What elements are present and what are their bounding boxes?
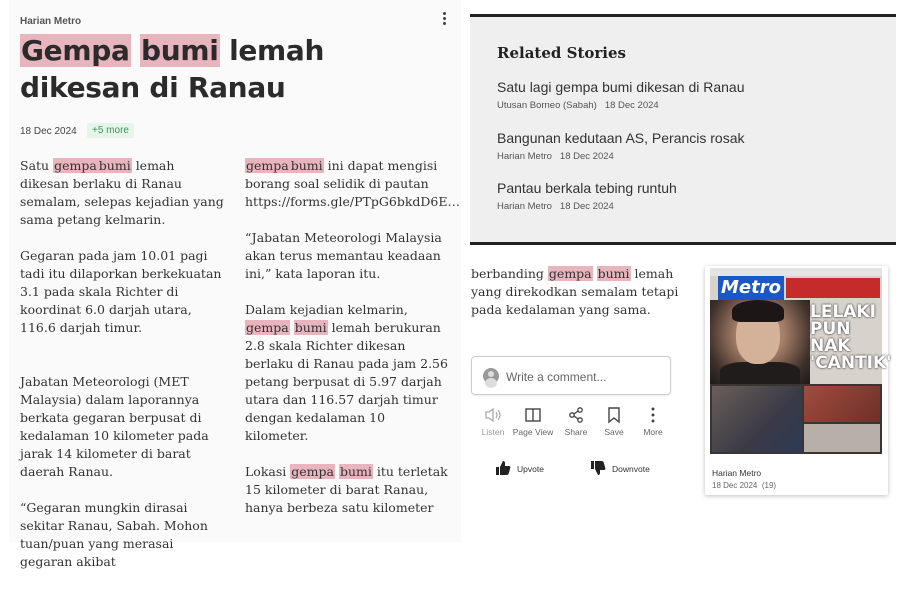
related-story-meta: Utusan Borneo (Sabah) 18 Dec 2024 bbox=[497, 100, 659, 111]
more-sources-badge[interactable]: +5 more bbox=[87, 123, 134, 138]
cover-bottom-photos bbox=[710, 384, 882, 454]
comment-placeholder: Write a comment... bbox=[506, 370, 607, 384]
cover-banner bbox=[786, 278, 880, 298]
paragraph: Satu gempa bumi lemah dikesan berlaku di Ranau semalam, selepas kejadian yang sama petang kelmarin. bbox=[20, 158, 224, 227]
highlight-term: bumi bbox=[339, 464, 372, 479]
highlight-term: bumi bbox=[294, 320, 327, 335]
more-button[interactable] bbox=[631, 407, 675, 437]
headline bbox=[20, 32, 440, 106]
article-date: 18 Dec 2024 bbox=[20, 126, 77, 137]
more-vertical-icon bbox=[644, 407, 662, 423]
upvote-label: Upvote bbox=[517, 464, 544, 474]
highlight-term: Gempa bbox=[21, 34, 130, 67]
listen-label: Listen bbox=[481, 427, 505, 437]
comment-input[interactable] bbox=[471, 356, 671, 395]
article-actions bbox=[471, 407, 671, 443]
paragraph: Gegaran pada jam 10.01 pagi tadi itu dilaporkan berkekuatan 3.1 pada skala Richter di koordinat 6.0 darjah utara, 116.6 darjah timur. bbox=[20, 248, 222, 335]
headline-text: lemah dikesan di Ranau bbox=[20, 34, 325, 104]
save-button[interactable] bbox=[592, 407, 636, 437]
highlight-term: gempa bbox=[246, 158, 289, 173]
cover-photo bbox=[710, 300, 810, 384]
save-label: Save bbox=[604, 427, 624, 437]
newspaper-name: Harian Metro bbox=[712, 468, 762, 478]
newspaper-cover-image[interactable] bbox=[710, 268, 892, 454]
paragraph: “Jabatan Meteorologi Malaysia akan terus memantau keadaan ini,” kata laporan itu. bbox=[245, 230, 442, 281]
paragraph: Dalam kejadian kelmarin, gempa bumi lemah berukuran 2.8 skala Richter dikesan berlaku di Ranau pada jam 2.56 petang berpusat di 5.97 darjah utara dan 116.57 darjah timur dengan kedalaman 10 kilometer. bbox=[245, 302, 448, 443]
highlight-term: gempa bbox=[54, 158, 97, 173]
thumbs-up-icon bbox=[495, 460, 511, 476]
share-icon bbox=[567, 407, 585, 423]
related-story-item[interactable] bbox=[497, 130, 745, 162]
related-story-meta: Harian Metro 18 Dec 2024 bbox=[497, 201, 614, 212]
downvote-label: Downvote bbox=[612, 464, 650, 474]
more-options-icon[interactable] bbox=[439, 12, 449, 28]
related-story-headline[interactable]: Bangunan kedutaan AS, Perancis rosak bbox=[497, 130, 745, 146]
related-story-item[interactable] bbox=[497, 180, 677, 212]
highlight-term: gempa bbox=[548, 266, 592, 281]
book-open-icon bbox=[524, 407, 542, 423]
downvote-button[interactable] bbox=[590, 460, 670, 478]
highlight-term: bumi bbox=[98, 158, 131, 173]
bookmark-icon bbox=[605, 407, 623, 423]
related-story-meta: Harian Metro 18 Dec 2024 bbox=[497, 151, 614, 162]
cover-header-strip bbox=[710, 268, 882, 276]
article-panel bbox=[9, 0, 461, 569]
paragraph: Jabatan Meteorologi (MET Malaysia) dalam laporannya berkata gegaran berpusat di kedalaman 10 kilometer pada jarak 14 kilometer di barat daerah Ranau. bbox=[20, 374, 209, 479]
paragraph: gempa bumi ini dapat mengisi borang soal selidik di pautan https://forms.gle/PTpG6bkdD6E… bbox=[245, 158, 460, 209]
cover-headline: LELAKI PUN NAK 'CANTIK' bbox=[810, 302, 892, 373]
cover-logo: Metro bbox=[718, 276, 784, 300]
speaker-icon bbox=[484, 407, 502, 423]
publisher-name: Harian Metro bbox=[20, 16, 82, 27]
avatar bbox=[483, 368, 499, 384]
related-story-headline[interactable]: Pantau berkala tebing runtuh bbox=[497, 180, 677, 196]
related-story-headline[interactable]: Satu lagi gempa bumi dikesan di Ranau bbox=[497, 79, 745, 95]
highlight-term: bumi bbox=[597, 266, 630, 281]
highlight-term: gempa bbox=[246, 320, 289, 335]
related-stories-panel bbox=[470, 14, 896, 245]
newspaper-issue-card[interactable] bbox=[705, 266, 892, 495]
upvote-button[interactable] bbox=[495, 460, 565, 478]
newspaper-date: 18 Dec 2024 (19) bbox=[712, 481, 777, 490]
highlight-term: bumi bbox=[290, 158, 323, 173]
thumbs-down-icon bbox=[590, 460, 606, 476]
article-column-2 bbox=[245, 157, 460, 535]
listen-button[interactable] bbox=[471, 407, 515, 437]
article-continuation: berbanding gempa bumi lemah yang direkodkan semalam tetapi pada kedalaman yang sama. bbox=[471, 266, 679, 317]
related-story-item[interactable] bbox=[497, 79, 745, 111]
paragraph: “Gegaran mungkin dirasai sekitar Ranau, Sabah. Mohon tuan/puan yang merasai gegaran akibat bbox=[20, 500, 208, 569]
page-view-label: Page View bbox=[512, 427, 554, 437]
more-label: More bbox=[643, 427, 663, 437]
article-column-1 bbox=[20, 157, 224, 589]
page-view-button[interactable] bbox=[511, 407, 555, 437]
paragraph: Lokasi gempa bumi itu terletak 15 kilometer di barat Ranau, hanya berbeza satu kilometer bbox=[245, 464, 448, 515]
related-stories-title: Related Stories bbox=[497, 44, 626, 62]
share-label: Share bbox=[564, 427, 588, 437]
highlight-term: gempa bbox=[291, 464, 334, 479]
highlight-term: bumi bbox=[141, 34, 219, 67]
